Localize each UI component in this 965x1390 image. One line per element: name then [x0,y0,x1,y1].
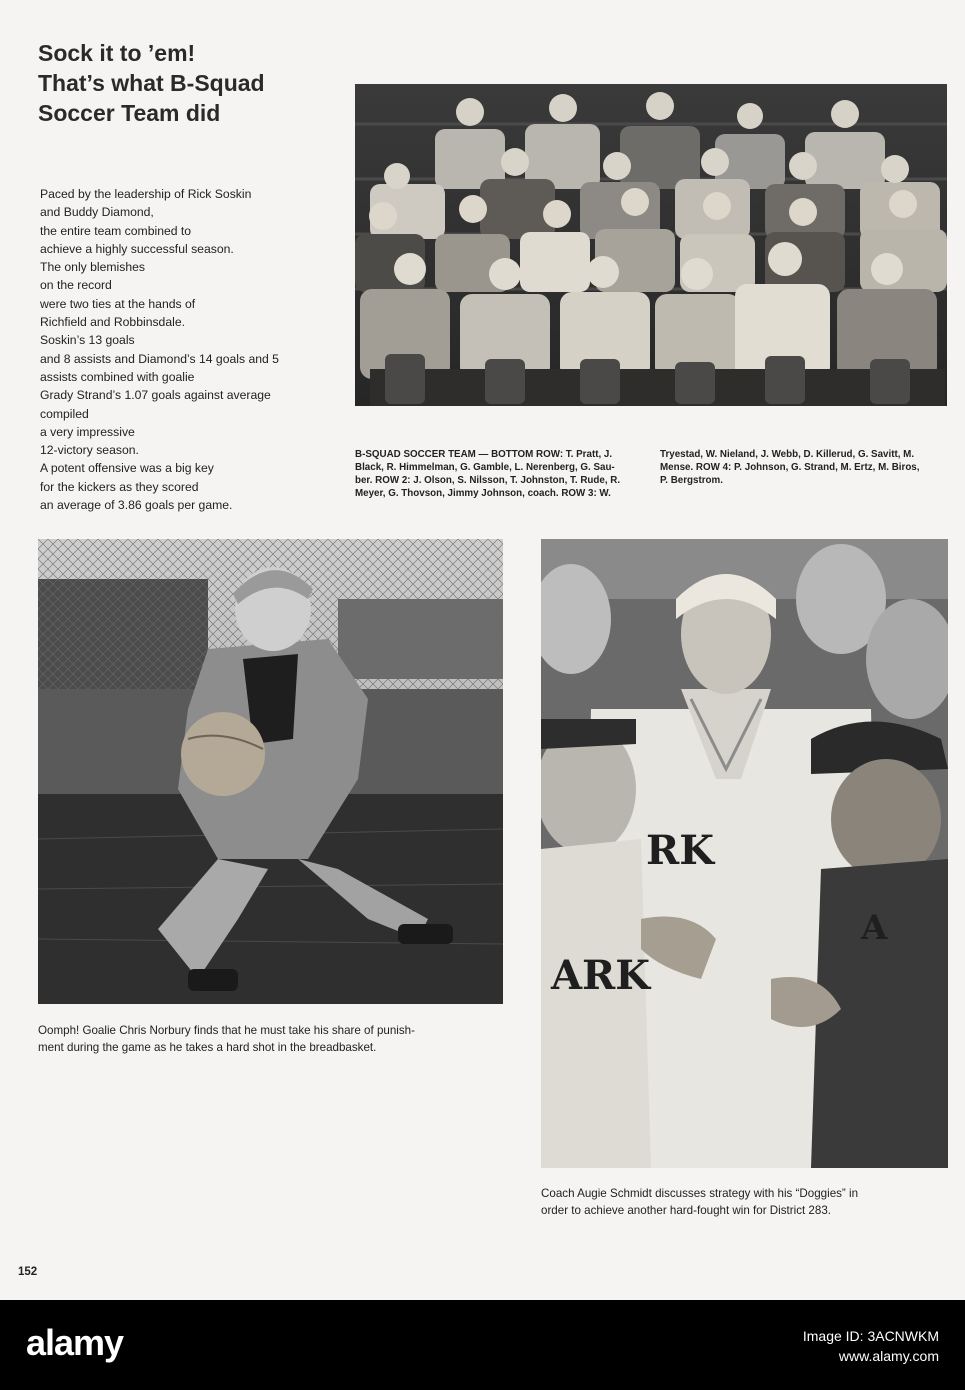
team-photo-caption-continued [660,448,950,487]
body-line: for the kickers as they scored [40,479,199,494]
caption-line: P. Bergstrom. [660,475,723,486]
caption-line: Tryestad, W. Nieland, J. Webb, D. Killerud, G. Savitt, M. [660,449,915,460]
headline [38,38,338,128]
caption-line: Oomph! Goalie Chris Norbury finds that he must take his share of punish- [38,1024,415,1037]
body-line: achieve a highly successful season. [40,241,234,256]
body-line: were two ties at the hands of [40,296,196,311]
jersey-lettering: ARK [551,952,651,999]
goalie-photo-illustration [38,539,503,1004]
coach-photo-caption [541,1185,951,1219]
caption-line: B-SQUAD SOCCER TEAM — BOTTOM ROW: T. Pratt, J. [355,449,613,460]
body-line: Grady Strand’s 1.07 goals against average [40,388,271,403]
body-line: an average of 3.86 goals per game. [40,498,233,513]
team-photo-illustration [355,84,947,406]
body-line: 12-victory season. [40,443,139,458]
caption-line: ber. ROW 2: J. Olson, S. Nilsson, T. Johnston, T. Rude, R. [355,475,621,486]
page-number: 152 [18,1266,38,1278]
goalie-photo [38,539,503,1004]
body-line: and Buddy Diamond, [40,205,154,220]
coach-photo-illustration [541,539,948,1168]
body-line: the entire team combined to [40,223,192,238]
caption-line: Coach Augie Schmidt discusses strategy with his “Doggies” in [541,1187,859,1200]
caption-line: Black, R. Himmelman, G. Gamble, L. Nerenberg, G. Sau- [355,462,615,473]
body-line: Richfield and Robbinsdale. [40,315,185,330]
jersey-lettering: RK [646,827,715,874]
goalie-photo-caption [38,1022,518,1056]
body-line: Paced by the leadership of Rick Soskin [40,187,252,201]
jersey-lettering: A [861,908,888,948]
image-id-block [803,1326,939,1366]
alamy-logo[interactable]: alamy [26,1322,124,1363]
body-line: assists combined with goalie [40,369,195,384]
headline-line: That’s what B-Squad [38,70,265,96]
caption-line: Mense. ROW 4: P. Johnson, G. Strand, M. Ertz, M. Biros, [660,462,920,473]
body-line: compiled [40,406,89,421]
image-id: Image ID: 3ACNWKM [802,1328,939,1344]
headline-line: Sock it to ’em! [38,40,196,66]
caption-line: Meyer, G. Thovson, Jimmy Johnson, coach. ROW 3: W. [355,488,611,499]
team-photo-caption [355,448,647,500]
body-line: Soskin’s 13 goals [40,333,135,348]
body-line: A potent offensive was a big key [40,461,214,476]
article-body [40,185,340,514]
caption-line: ment during the game as he takes a hard shot in the breadbasket. [38,1041,377,1054]
body-line: on the record [40,278,112,293]
coach-photo [541,539,948,1168]
body-line: The only blemishes [40,260,145,275]
team-photo [355,84,947,406]
caption-line: order to achieve another hard-fought win for District 283. [541,1204,831,1217]
headline-line: Soccer Team did [38,100,221,126]
site-url[interactable]: www.alamy.com [838,1348,939,1364]
body-line: a very impressive [40,424,135,439]
stock-footer-bar [0,1300,965,1390]
body-line: and 8 assists and Diamond’s 14 goals and 5 [40,351,279,366]
